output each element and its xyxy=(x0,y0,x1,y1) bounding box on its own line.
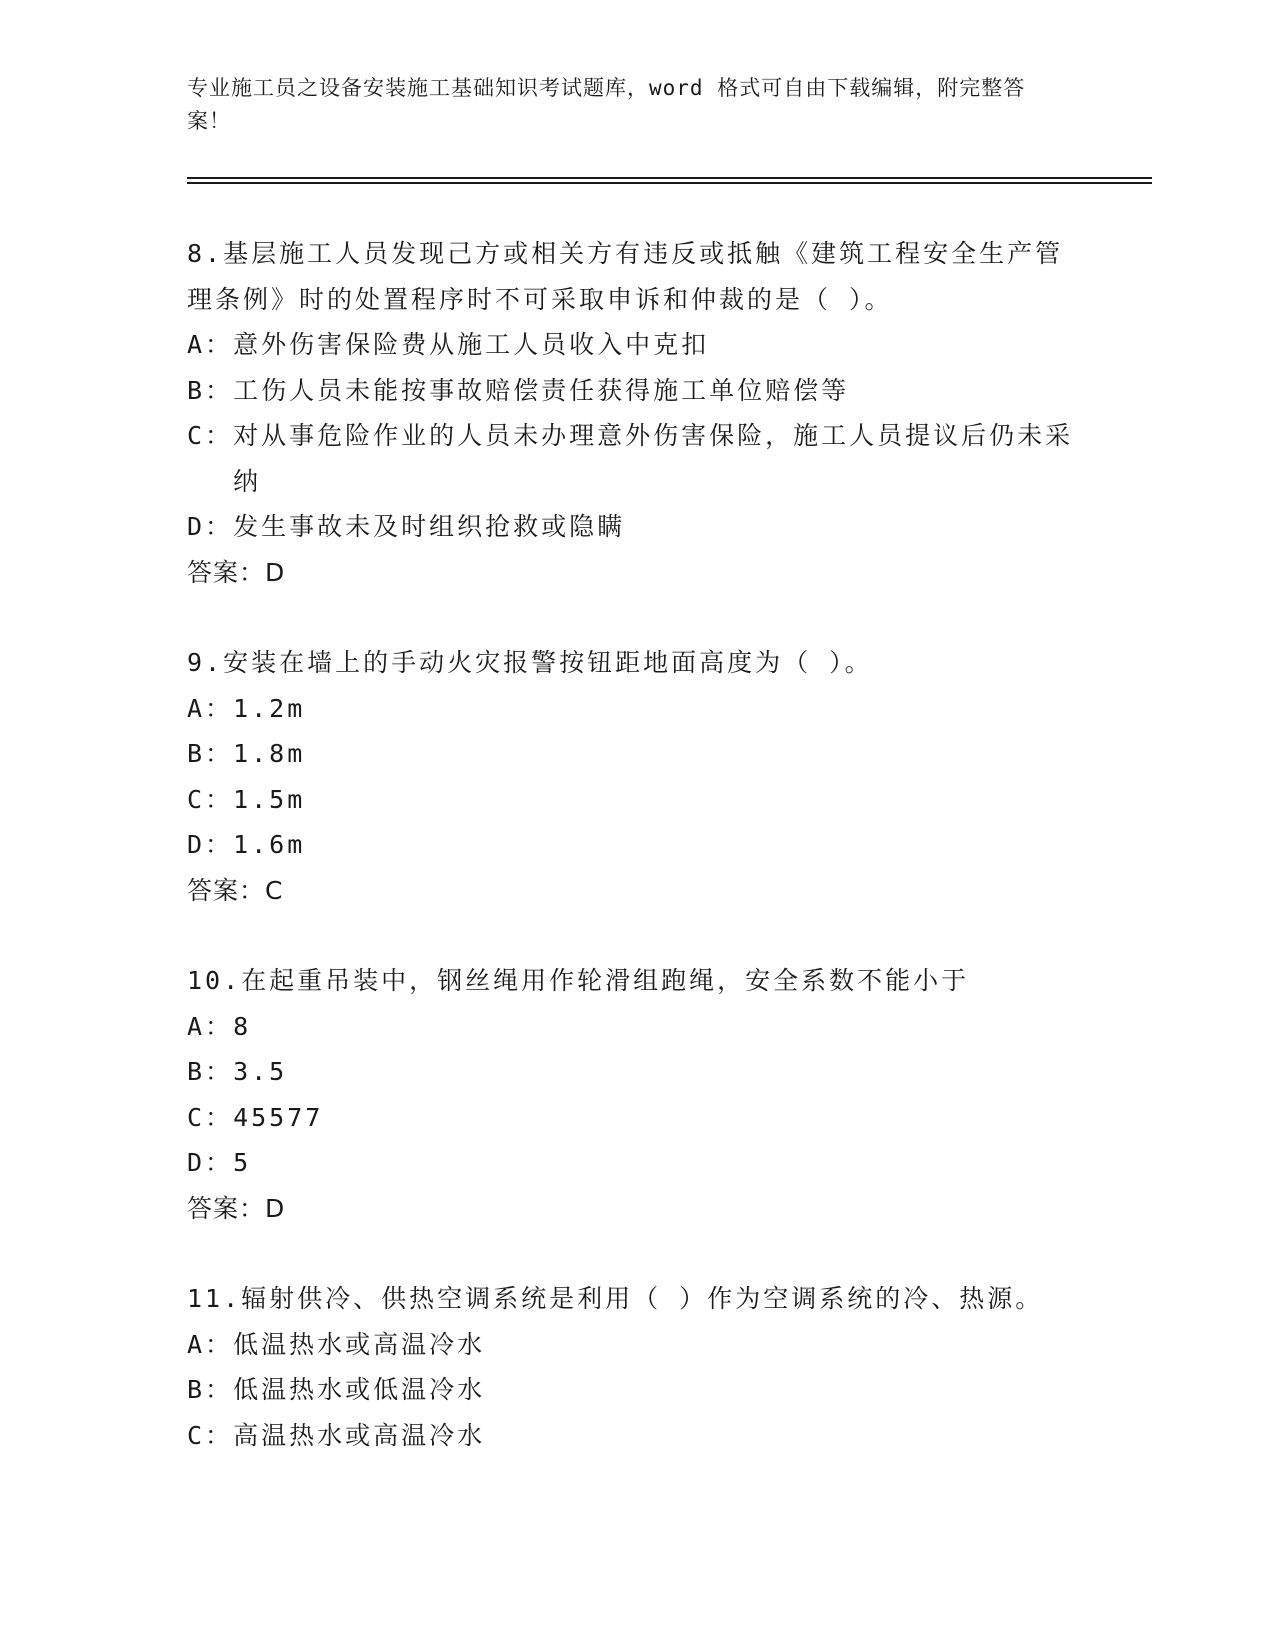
option-a xyxy=(187,686,1087,732)
option-key: B： xyxy=(187,375,234,405)
option-key: B： xyxy=(187,1375,234,1404)
option-key: B： xyxy=(187,1057,234,1086)
option-text: 1.5m xyxy=(233,784,306,814)
answer: 答案：D xyxy=(187,557,286,587)
option-c xyxy=(187,777,1087,823)
option-b xyxy=(187,1367,1087,1413)
option-b xyxy=(187,368,1087,414)
option-a xyxy=(187,1004,1087,1050)
option-text: 意外伤害保险费从施工人员收入中克扣 xyxy=(233,330,710,359)
question-10 xyxy=(187,958,1087,1231)
option-key: D： xyxy=(187,830,234,859)
option-a xyxy=(187,322,1087,368)
question-9 xyxy=(187,640,1087,913)
option-text: 1.2m xyxy=(233,693,306,723)
option-text: 3.5 xyxy=(233,1057,288,1086)
option-key: C： xyxy=(187,784,234,814)
option-c xyxy=(187,413,1087,504)
option-b xyxy=(187,731,1087,777)
option-text: 1.6m xyxy=(233,830,306,859)
option-key: C： xyxy=(187,421,234,450)
option-key: C： xyxy=(187,1420,234,1450)
option-key: B： xyxy=(187,739,234,768)
option-key: A： xyxy=(187,1329,234,1359)
option-key: A： xyxy=(187,693,234,723)
option-b xyxy=(187,1049,1087,1095)
answer: 答案：C xyxy=(187,875,284,905)
option-text: 5 xyxy=(233,1148,252,1177)
option-c xyxy=(187,1095,1087,1141)
option-d xyxy=(187,822,1087,868)
option-key: D： xyxy=(187,1148,234,1177)
option-text: 低温热水或高温冷水 xyxy=(233,1329,486,1359)
header-rule-top xyxy=(187,177,1152,179)
answer: 答案：D xyxy=(187,1193,286,1223)
option-key: D： xyxy=(187,512,234,541)
option-d xyxy=(187,504,1087,550)
document-header: 专业施工员之设备安装施工基础知识考试题库，word 格式可自由下载编辑，附完整答案！ xyxy=(187,76,1026,133)
spacer xyxy=(187,1231,1087,1276)
option-key: C： xyxy=(187,1102,234,1132)
question-stem: 10.在起重吊装中，钢丝绳用作轮滑组跑绳，安全系数不能小于 xyxy=(187,966,970,995)
header-rule-bottom xyxy=(187,182,1152,184)
option-text: 工伤人员未能按事故赔偿责任获得施工单位赔偿等 xyxy=(233,375,850,405)
option-key: A： xyxy=(187,330,234,359)
question-11 xyxy=(187,1276,1087,1458)
question-8 xyxy=(187,231,1087,595)
option-text: 低温热水或低温冷水 xyxy=(233,1375,486,1404)
option-d xyxy=(187,1140,1087,1186)
question-stem: 8.基层施工人员发现己方或相关方有违反或抵触《建筑工程安全生产管理条例》时的处置程序时不可采取申诉和仲裁的是（ ）。 xyxy=(187,239,1064,314)
option-text: 8 xyxy=(233,1011,252,1041)
option-text: 对从事危险作业的人员未办理意外伤害保险，施工人员提议后仍未采纳 xyxy=(233,421,1074,496)
spacer xyxy=(187,595,1087,640)
option-c xyxy=(187,1413,1087,1459)
option-text: 高温热水或高温冷水 xyxy=(233,1420,486,1450)
question-stem: 11.辐射供冷、供热空调系统是利用（ ）作为空调系统的冷、热源。 xyxy=(187,1284,1044,1313)
option-a xyxy=(187,1322,1087,1368)
question-list xyxy=(187,231,1087,1458)
option-key: A： xyxy=(187,1011,234,1041)
question-stem: 9.安装在墙上的手动火灾报警按钮距地面高度为（ ）。 xyxy=(187,648,873,677)
option-text: 1.8m xyxy=(233,739,306,768)
option-text: 45577 xyxy=(233,1102,324,1132)
spacer xyxy=(187,913,1087,958)
option-text: 发生事故未及时组织抢救或隐瞒 xyxy=(233,512,626,541)
